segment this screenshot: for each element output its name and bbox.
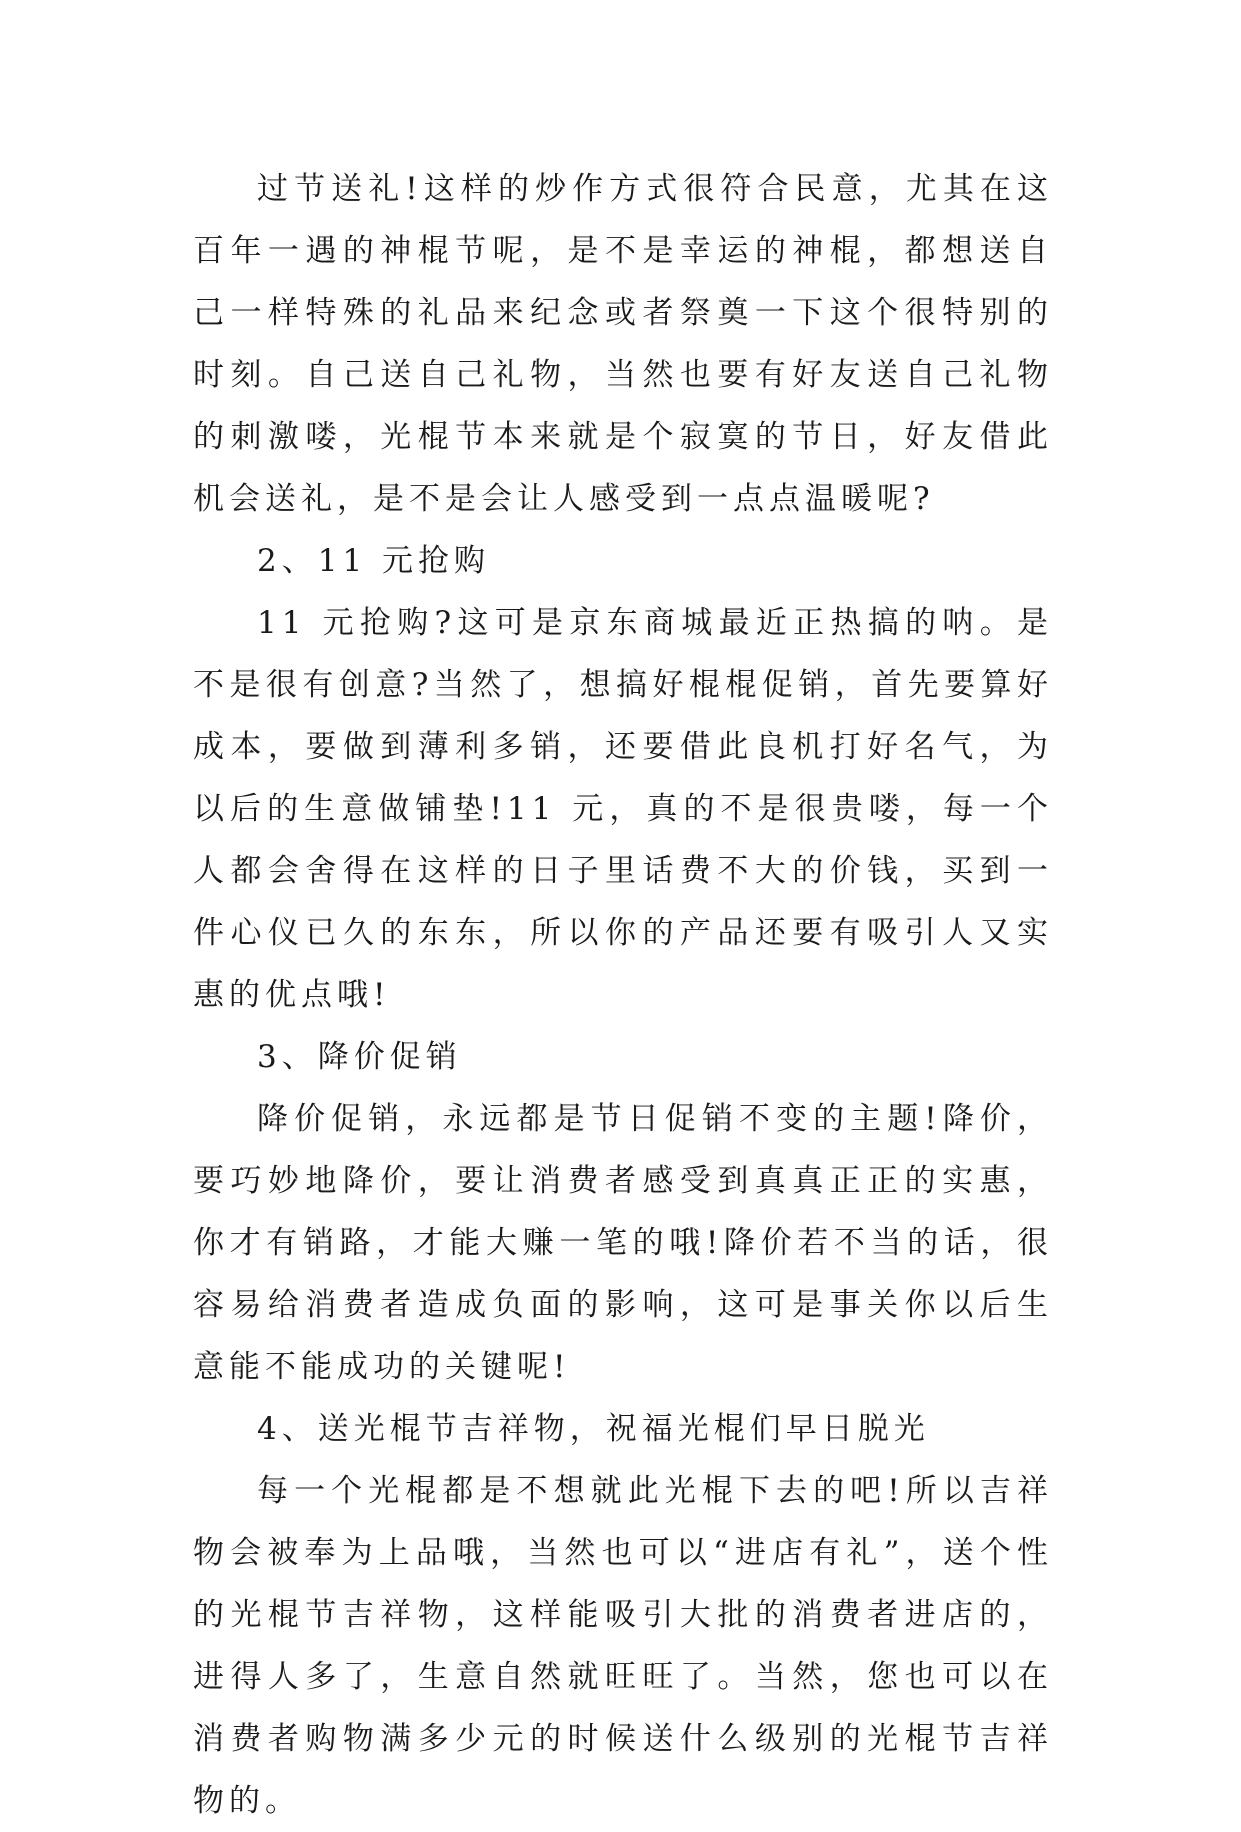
paragraph-gift-giving: 过节送礼!这样的炒作方式很符合民意，尤其在这百年一遇的神棍节呢，是不是幸运的神棍，都想送自己一样特殊的礼品来纪念或者祭奠一下这个很特别的时刻。自己送自己礼物，当然也要有好友送自己礼物的刺激喽，光棍节本来就是个寂寞的节日，好友借此机会送礼，是不是会让人感受到一点点温暖呢? xyxy=(193,171,1053,517)
heading-price-reduction: 3、降价促销 xyxy=(257,1039,462,1075)
paragraph-mascot-gift: 每一个光棍都是不想就此光棍下去的吧!所以吉祥物会被奉为上品哦，当然也可以“进店有礼”，送个性的光棍节吉祥物，这样能吸引大批的消费者进店的，进得人多了，生意自然就旺旺了。当然，您也可以在消费者购物满多少元的时候送什么级别的光棍节吉祥物的。 xyxy=(193,1473,1053,1819)
heading-mascot-gift: 4、送光棍节吉祥物，祝福光棍们早日脱光 xyxy=(257,1411,930,1447)
paragraph-price-reduction: 降价促销，永远都是节日促销不变的主题!降价，要巧妙地降价，要让消费者感受到真真正正的实惠，你才有销路，才能大赚一笔的哦!降价若不当的话，很容易给消费者造成负面的影响，这可是事关你以后生意能不能成功的关键呢! xyxy=(193,1101,1053,1385)
document-body xyxy=(193,158,1053,1832)
paragraph-11-yuan-flash-sale: 11 元抢购?这可是京东商城最近正热搞的呐。是不是很有创意?当然了，想搞好棍棍促销，首先要算好成本，要做到薄利多销，还要借此良机打好名气，为以后的生意做铺垫!11 元，真的不是很贵喽，每一个人都会舍得在这样的日子里话费不大的价钱，买到一件心仪已久的东东，所以你的产品还要有吸引人又实惠的优点哦! xyxy=(193,605,1053,1013)
heading-11-yuan-flash-sale: 2、11 元抢购 xyxy=(257,543,491,579)
